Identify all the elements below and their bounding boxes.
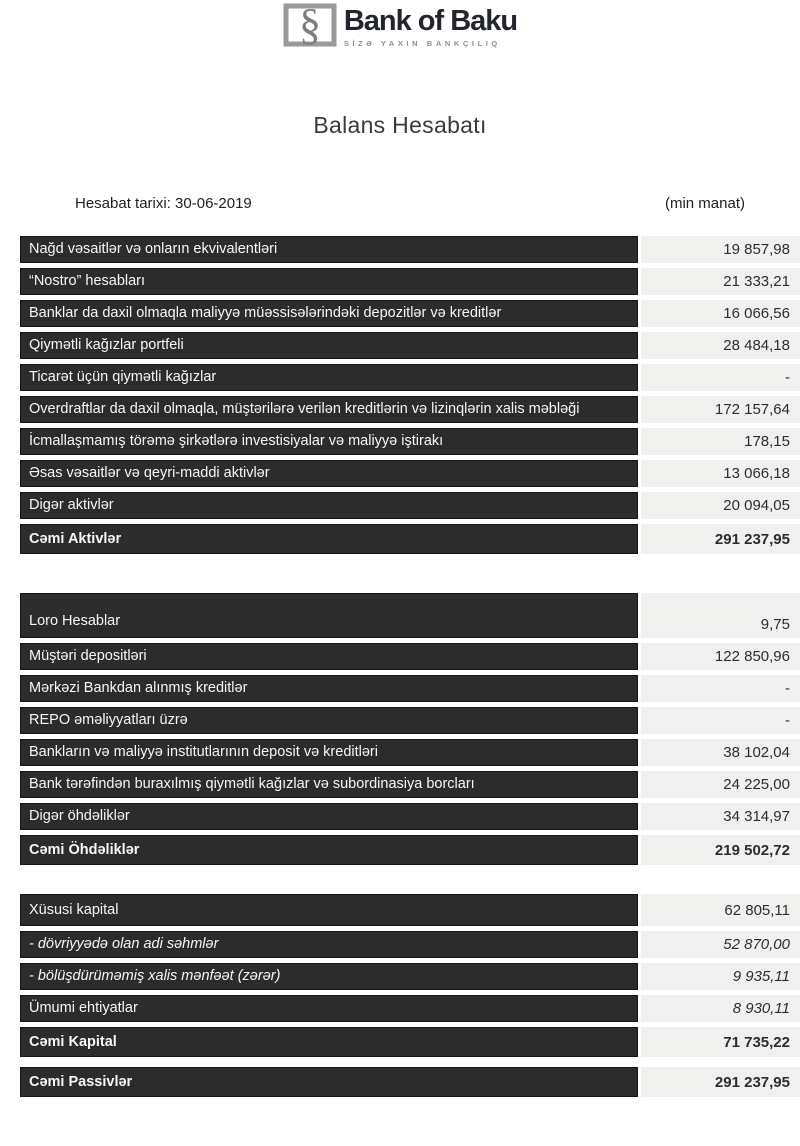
table-row [20, 300, 800, 327]
balance-table [0, 236, 800, 1097]
row-label: REPO əməliyyatları üzrə [20, 707, 638, 734]
row-label: Bankların və maliyyə institutlarının deposit və kreditləri [20, 739, 638, 766]
row-label: Cəmi Passivlər [20, 1067, 638, 1097]
row-label: Nağd vəsaitlər və onların ekvivalentləri [20, 236, 638, 263]
table-row [20, 428, 800, 455]
row-value: 19 857,98 [641, 236, 800, 263]
row-label: Banklar da daxil olmaqla maliyyə müəssisələrindəki depozitlər və kreditlər [20, 300, 638, 327]
row-value: 52 870,00 [641, 931, 800, 958]
row-label: Digər aktivlər [20, 492, 638, 519]
row-label: Bank tərəfindən buraxılmış qiymətli kağızlar və subordinasiya borcları [20, 771, 638, 798]
table-row [20, 332, 800, 359]
bank-tagline: SİZƏ YAXIN BANKÇILIQ [343, 39, 501, 48]
page-title: Balans Hesabatı [313, 112, 487, 138]
table-row [20, 771, 800, 798]
row-label: Cəmi Kapital [20, 1027, 638, 1057]
row-value: 20 094,05 [641, 492, 800, 519]
table-row [20, 396, 800, 423]
row-label: Əsas vəsaitlər və qeyri-maddi aktivlər [20, 460, 638, 487]
row-label: Qiymətli kağızlar portfeli [20, 332, 638, 359]
report-unit: (min manat) [664, 195, 745, 212]
row-value: 9 935,11 [641, 963, 800, 990]
section-capital [20, 894, 800, 1097]
table-row [20, 894, 800, 926]
table-row [20, 739, 800, 766]
row-value: 219 502,72 [641, 835, 800, 865]
row-value: 13 066,18 [641, 460, 800, 487]
row-value: 9,75 [641, 593, 800, 638]
table-row [20, 995, 800, 1022]
table-row [20, 803, 800, 830]
row-value: 62 805,11 [641, 894, 800, 926]
table-row [20, 1067, 800, 1097]
table-row [20, 835, 800, 865]
row-value: - [641, 364, 800, 391]
bank-name: Bank of Baku [343, 5, 518, 37]
chain-links-icon [283, 3, 337, 47]
table-row [20, 1027, 800, 1057]
row-label: Loro Hesablar [20, 593, 638, 638]
table-row [20, 707, 800, 734]
table-row [20, 236, 800, 263]
row-value: 291 237,95 [641, 524, 800, 554]
row-label: Cəmi Öhdəliklər [20, 835, 638, 865]
row-label: İcmallaşmamış törəmə şirkətlərə investisiyalar və maliyyə iştirakı [20, 428, 638, 455]
bank-logo [0, 0, 800, 48]
row-value: - [641, 675, 800, 702]
row-value: 28 484,18 [641, 332, 800, 359]
report-meta [75, 195, 745, 212]
section-assets [20, 236, 800, 554]
table-row [20, 963, 800, 990]
row-value: 38 102,04 [641, 739, 800, 766]
table-row [20, 524, 800, 554]
row-value: 34 314,97 [641, 803, 800, 830]
row-value: 291 237,95 [641, 1067, 800, 1097]
row-label: Overdraftlar da daxil olmaqla, müştərilərə verilən kreditlərin və lizinqlərin xalis məbləği [20, 396, 638, 423]
table-row [20, 460, 800, 487]
row-value: 178,15 [641, 428, 800, 455]
logo-text-block [344, 3, 517, 48]
row-value: 122 850,96 [641, 643, 800, 670]
row-value: 16 066,56 [641, 300, 800, 327]
row-label: Cəmi Aktivlər [20, 524, 638, 554]
svg-text:§: § [298, 3, 321, 47]
table-row [20, 931, 800, 958]
row-label: Ticarət üçün qiymətli kağızlar [20, 364, 638, 391]
table-row [20, 675, 800, 702]
row-label: Digər öhdəliklər [20, 803, 638, 830]
row-value: 21 333,21 [641, 268, 800, 295]
table-row [20, 364, 800, 391]
table-row [20, 593, 800, 638]
table-row [20, 643, 800, 670]
row-label: Ümumi ehtiyatlar [20, 995, 638, 1022]
row-value: - [641, 707, 800, 734]
row-value: 71 735,22 [641, 1027, 800, 1057]
row-label: Mərkəzi Bankdan alınmış kreditlər [20, 675, 638, 702]
row-label: - dövriyyədə olan adi səhmlər [20, 931, 638, 958]
row-value: 24 225,00 [641, 771, 800, 798]
row-value: 172 157,64 [641, 396, 800, 423]
table-row [20, 268, 800, 295]
report-date: Hesabat tarixi: 30-06-2019 [75, 195, 252, 212]
table-row [20, 492, 800, 519]
row-value: 8 930,11 [641, 995, 800, 1022]
section-liabilities [20, 593, 800, 865]
row-label: Xüsusi kapital [20, 894, 638, 926]
row-label: Müştəri depositləri [20, 643, 638, 670]
row-label: “Nostro” hesabları [20, 268, 638, 295]
row-label: - bölüşdürüməmiş xalis mənfəət (zərər) [20, 963, 638, 990]
